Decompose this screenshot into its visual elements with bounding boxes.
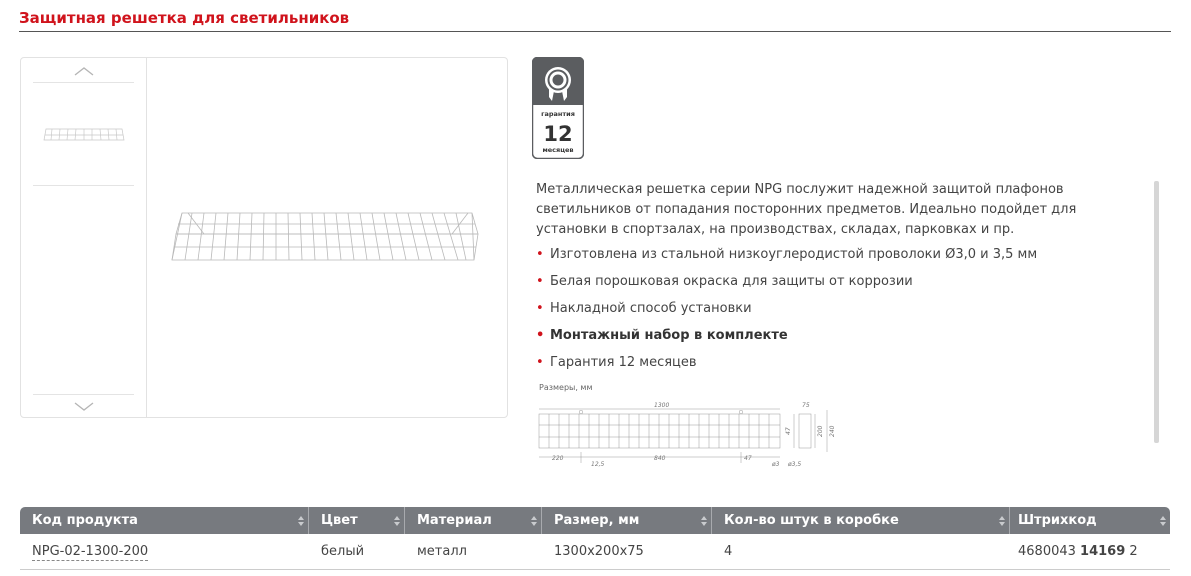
warranty-label-top: гарантия	[541, 110, 575, 118]
bullet-icon: •	[536, 301, 544, 316]
title-divider	[19, 31, 1171, 32]
feature-text: Изготовлена из стальной низкоуглеродистой проволоки Ø3,0 и 3,5 мм	[550, 247, 1038, 262]
column-header-color[interactable]	[309, 507, 405, 534]
cell-material: металл	[417, 544, 467, 559]
warranty-number: 12	[543, 122, 573, 146]
feature-text: Белая порошковая окраска для защиты от коррозии	[550, 274, 913, 289]
column-header-label: Размер, мм	[554, 513, 640, 528]
dim-220: 220	[552, 455, 564, 462]
chevron-up-icon	[74, 66, 94, 76]
dimensions-label: Размеры, мм	[539, 383, 593, 392]
product-table	[20, 507, 1170, 570]
bullet-icon: •	[536, 355, 544, 370]
barcode-part-3: 2	[1129, 544, 1138, 559]
cell-barcode	[1010, 534, 1170, 569]
cell-code	[20, 534, 309, 569]
dim-47: 47	[744, 455, 752, 462]
cell-qty: 4	[724, 544, 733, 559]
feature-list	[536, 245, 1146, 380]
dim-47b: 47	[785, 427, 792, 435]
sort-icon	[298, 516, 304, 526]
column-header-material[interactable]	[405, 507, 542, 534]
feature-text: Накладной способ установки	[550, 301, 752, 316]
feature-item	[536, 353, 1146, 380]
sort-icon	[531, 516, 537, 526]
sort-icon	[1160, 516, 1166, 526]
column-header-label: Штрихкод	[1018, 513, 1097, 528]
dimensions-drawing	[536, 397, 836, 472]
description-scrollbar[interactable]	[1154, 181, 1159, 443]
feature-item	[536, 245, 1146, 272]
thumbnail-item[interactable]	[33, 84, 134, 186]
dim-d3: ø3	[772, 461, 780, 468]
barcode-part-2: 14169	[1080, 544, 1126, 559]
feature-text: Гарантия 12 месяцев	[550, 355, 697, 370]
grille-thumbnail-image	[42, 127, 126, 143]
column-header-size[interactable]	[542, 507, 712, 534]
product-code-link[interactable]: NPG-02-1300-200	[32, 544, 149, 559]
warranty-label-bottom: месяцев	[542, 146, 574, 154]
page-title: Защитная решетка для светильников	[19, 9, 350, 27]
feature-text: Монтажный набор в комплекте	[550, 328, 788, 343]
column-header-barcode[interactable]	[1010, 507, 1170, 534]
feature-item	[536, 326, 1146, 353]
barcode-part-1: 4680043	[1018, 544, 1076, 559]
dim-d3-5: ø3,5	[788, 461, 802, 468]
column-header-label: Кол-во штук в коробке	[724, 513, 899, 528]
table-header	[20, 507, 1170, 534]
warranty-badge	[532, 57, 584, 159]
sort-icon	[701, 516, 707, 526]
chevron-down-icon	[74, 402, 94, 412]
cell-size: 1300x200x75	[554, 544, 644, 559]
thumbs-down-button[interactable]	[33, 394, 134, 418]
product-gallery	[20, 57, 508, 418]
column-header-label: Код продукта	[32, 513, 138, 528]
description-intro: Металлическая решетка серии NPG послужит надежной защитой плафонов светильников от попадания посторонних предметов. Идеально подойдет для установки в спортзалах, на производствах, складах, парковках и пр.	[536, 182, 1077, 237]
wire-grille-image	[168, 208, 488, 268]
thumbs-up-button[interactable]	[33, 59, 134, 83]
dim-840: 840	[654, 455, 666, 462]
product-description	[536, 180, 1146, 380]
bullet-icon: •	[536, 247, 544, 262]
feature-item	[536, 299, 1146, 326]
bullet-icon: •	[536, 274, 544, 289]
table-row	[20, 534, 1170, 570]
column-header-label: Цвет	[321, 513, 358, 528]
column-header-qty[interactable]	[712, 507, 1010, 534]
cell-color: белый	[321, 544, 365, 559]
dim-12-5: 12,5	[591, 461, 605, 468]
dim-75: 75	[802, 402, 810, 409]
main-product-image[interactable]	[148, 58, 508, 417]
dim-200: 200	[817, 425, 824, 437]
column-header-label: Материал	[417, 513, 492, 528]
column-header-code[interactable]	[20, 507, 309, 534]
dim-240: 240	[829, 425, 836, 437]
bullet-icon: •	[536, 328, 545, 343]
thumbnail-strip	[21, 58, 147, 417]
dim-1300: 1300	[654, 402, 670, 409]
sort-icon	[999, 516, 1005, 526]
sort-icon	[394, 516, 400, 526]
feature-item	[536, 272, 1146, 299]
